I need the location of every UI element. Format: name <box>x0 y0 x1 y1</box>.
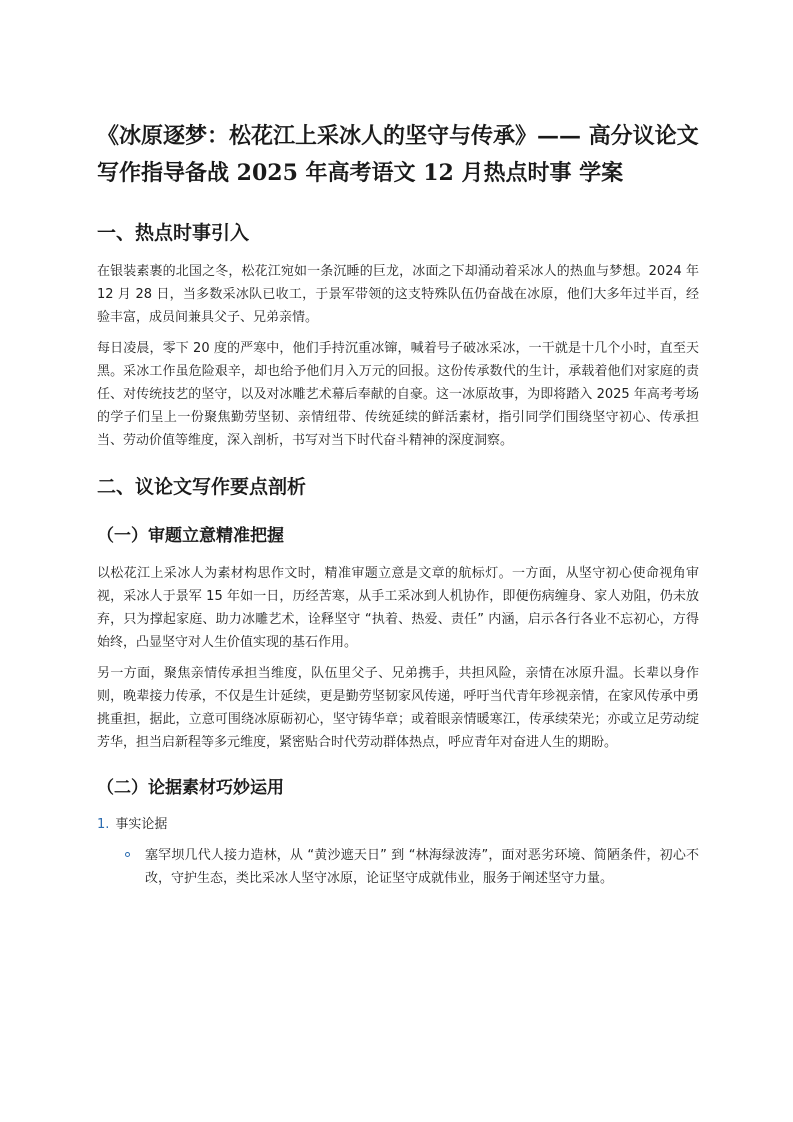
list-number: 1. <box>97 817 110 832</box>
hollow-circle-bullet-icon <box>125 852 130 857</box>
document-page <box>97 118 699 890</box>
bullet-text: 塞罕坝几代人接力造林，从 “黄沙遮天日” 到 “林海绿波涛”，面对恶劣环境、简陋条件，初心不改，守护生态，类比采冰人坚守冰原，论证坚守成就伟业，服务于阐述坚守力量。 <box>145 848 699 886</box>
section-heading-hot-topic: 一、热点时事引入 <box>97 222 250 244</box>
subsection-heading-theme: （一）审题立意精准把握 <box>97 526 284 546</box>
paragraph: 每日凌晨，零下 20 度的严寒中，他们手持沉重冰镩，喊着号子破冰采冰，一干就是十几个小时，直至天黑。采冰工作虽危险艰辛，却也给予他们月入万元的回报。这份传承数代的生计，承载着他们对家庭的责任、对传统技艺的坚守，以及对冰雕艺术幕后奉献的自豪。这一冰原故事，为即将踏入 2025 年高考考场的学子们呈上一份聚焦勤劳坚韧、亲情纽带、传统延续的鲜活素材，指引同学们围绕坚守初心、传承担当、劳动价值等维度，深入剖析，书写对当下时代奋斗精神的深度洞察。 <box>97 341 699 448</box>
section-heading-writing-points: 二、议论文写作要点剖析 <box>97 476 307 498</box>
list-item-label: 事实论据 <box>115 817 168 832</box>
paragraph: 在银装素裹的北国之冬，松花江宛如一条沉睡的巨龙，冰面之下却涌动着采冰人的热血与梦想。2024 年 12 月 28 日，当多数采冰队已收工，于景军带领的这支特殊队伍仍奋战在冰原，他们大多年过半百，经验丰富，成员间兼具父子、兄弟亲情。 <box>97 264 699 325</box>
bullet-item <box>145 844 699 890</box>
paragraph: 以松花江上采冰人为素材构思作文时，精准审题立意是文章的航标灯。一方面，从坚守初心使命视角审视，采冰人于景军 15 年如一日，历经苦寒，从手工采冰到人机协作，即便伤病缠身、家人劝阻，仍未放弃，只为撑起家庭、助力冰雕艺术，诠释坚守 “执着、热爱、责任” 内涵，启示各行各业不忘初心，方得始终，凸显坚守对人生价值实现的基石作用。 <box>97 566 699 650</box>
paragraph: 另一方面，聚焦亲情传承担当维度，队伍里父子、兄弟携手，共担风险，亲情在冰原升温。长辈以身作则，晚辈接力传承，不仅是生计延续，更是勤劳坚韧家风传递，呼吁当代青年珍视亲情，在家风传承中勇挑重担，据此，立意可围绕冰原砺初心，坚守铸华章；或着眼亲情暖寒江，传承续荣光；亦或立足劳动绽芳华，担当启新程等多元维度，紧密贴合时代劳动群体热点，呼应青年对奋进人生的期盼。 <box>97 666 699 750</box>
list-item <box>97 814 699 836</box>
document-title: 《冰原逐梦：松花江上采冰人的坚守与传承》—— 高分议论文写作指导备战 2025 年高考语文 12 月热点时事 学案 <box>97 123 699 186</box>
subsection-heading-evidence: （二）论据素材巧妙运用 <box>97 778 284 798</box>
